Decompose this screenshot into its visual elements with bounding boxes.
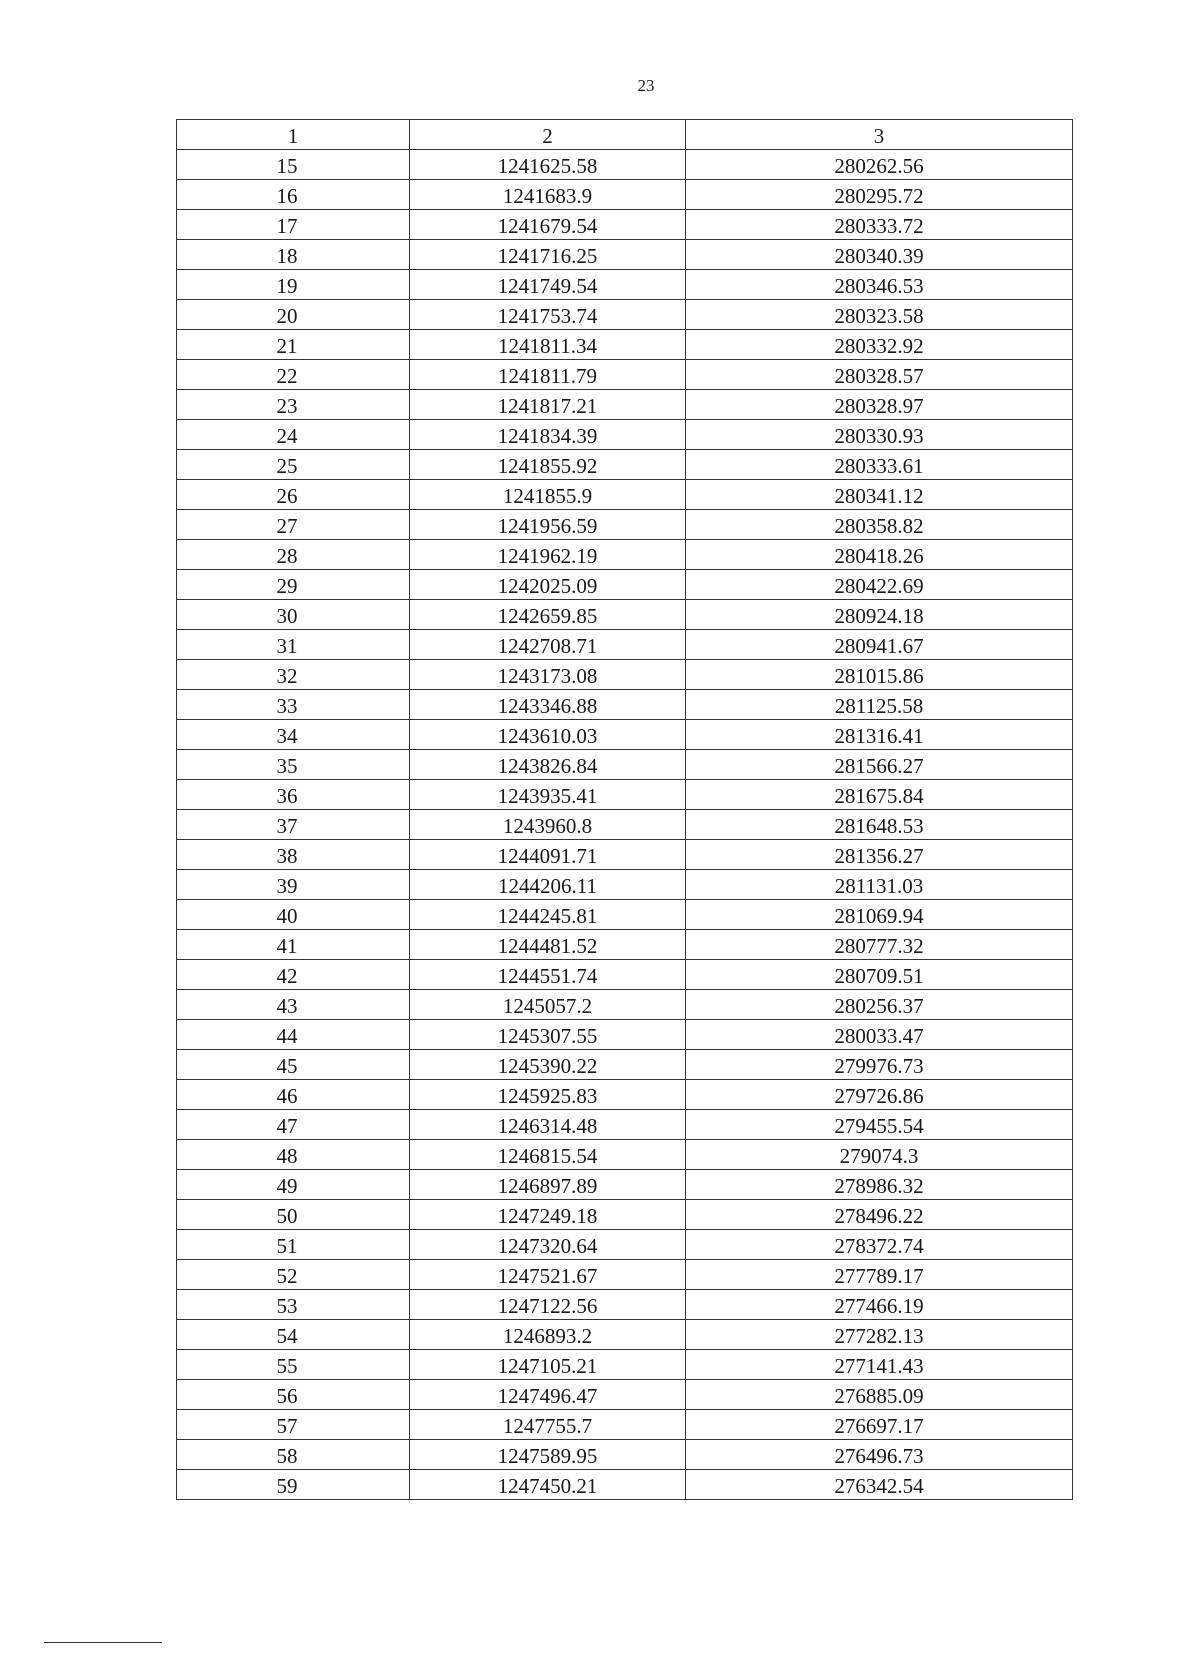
coordinate-x-cell: 1242025.09	[410, 570, 686, 600]
coordinate-y-cell: 278496.22	[686, 1200, 1073, 1230]
point-number-cell: 18	[177, 240, 410, 270]
coordinate-x-cell: 1241679.54	[410, 210, 686, 240]
point-number-cell: 21	[177, 330, 410, 360]
coordinate-y-cell: 280333.61	[686, 450, 1073, 480]
point-number-cell: 39	[177, 870, 410, 900]
coordinate-x-cell: 1241855.9	[410, 480, 686, 510]
coordinate-x-cell: 1247450.21	[410, 1470, 686, 1500]
point-number-cell: 46	[177, 1080, 410, 1110]
table-row	[177, 600, 1073, 630]
table-row	[177, 630, 1073, 660]
table-row	[177, 1410, 1073, 1440]
coordinate-y-cell: 280941.67	[686, 630, 1073, 660]
point-number-cell: 17	[177, 210, 410, 240]
coordinate-y-cell: 281566.27	[686, 750, 1073, 780]
point-number-cell: 42	[177, 960, 410, 990]
point-number-cell: 48	[177, 1140, 410, 1170]
coordinate-y-cell: 280709.51	[686, 960, 1073, 990]
table-row	[177, 1320, 1073, 1350]
point-number-cell: 34	[177, 720, 410, 750]
table-row	[177, 780, 1073, 810]
table-row	[177, 480, 1073, 510]
coordinate-x-cell: 1246314.48	[410, 1110, 686, 1140]
coordinate-y-cell: 281316.41	[686, 720, 1073, 750]
table-row	[177, 660, 1073, 690]
coordinate-y-cell: 281125.58	[686, 690, 1073, 720]
table-row	[177, 1380, 1073, 1410]
table-row	[177, 1020, 1073, 1050]
coordinate-y-cell: 281069.94	[686, 900, 1073, 930]
coordinate-x-cell: 1247105.21	[410, 1350, 686, 1380]
point-number-cell: 32	[177, 660, 410, 690]
column-header-1: 1	[177, 120, 410, 150]
point-number-cell: 19	[177, 270, 410, 300]
coordinate-x-cell: 1243935.41	[410, 780, 686, 810]
point-number-cell: 36	[177, 780, 410, 810]
table-row	[177, 210, 1073, 240]
coordinate-x-cell: 1242659.85	[410, 600, 686, 630]
table-row	[177, 1050, 1073, 1080]
table-row	[177, 1260, 1073, 1290]
coordinate-x-cell: 1247249.18	[410, 1200, 686, 1230]
coordinate-y-cell: 280323.58	[686, 300, 1073, 330]
coordinate-x-cell: 1247521.67	[410, 1260, 686, 1290]
point-number-cell: 49	[177, 1170, 410, 1200]
point-number-cell: 30	[177, 600, 410, 630]
coordinate-x-cell: 1246893.2	[410, 1320, 686, 1350]
table-row	[177, 330, 1073, 360]
coordinate-x-cell: 1244551.74	[410, 960, 686, 990]
coordinate-y-cell: 280330.93	[686, 420, 1073, 450]
coordinate-x-cell: 1246897.89	[410, 1170, 686, 1200]
table-row	[177, 360, 1073, 390]
coordinate-x-cell: 1242708.71	[410, 630, 686, 660]
coordinate-x-cell: 1243960.8	[410, 810, 686, 840]
coordinate-y-cell: 280358.82	[686, 510, 1073, 540]
table-header	[177, 120, 1073, 150]
coordinate-x-cell: 1241749.54	[410, 270, 686, 300]
table-row	[177, 720, 1073, 750]
coordinate-y-cell: 280033.47	[686, 1020, 1073, 1050]
coordinate-y-cell: 280256.37	[686, 990, 1073, 1020]
coordinate-x-cell: 1243173.08	[410, 660, 686, 690]
coordinate-x-cell: 1247496.47	[410, 1380, 686, 1410]
table-row	[177, 750, 1073, 780]
coordinate-x-cell: 1245307.55	[410, 1020, 686, 1050]
coordinate-y-cell: 280340.39	[686, 240, 1073, 270]
table-row	[177, 1110, 1073, 1140]
point-number-cell: 33	[177, 690, 410, 720]
coordinate-y-cell: 277141.43	[686, 1350, 1073, 1380]
point-number-cell: 58	[177, 1440, 410, 1470]
coordinate-x-cell: 1247320.64	[410, 1230, 686, 1260]
table-row	[177, 540, 1073, 570]
point-number-cell: 15	[177, 150, 410, 180]
coordinate-y-cell: 280328.57	[686, 360, 1073, 390]
table-body	[177, 150, 1073, 1500]
point-number-cell: 54	[177, 1320, 410, 1350]
table-row	[177, 1470, 1073, 1500]
table-row	[177, 840, 1073, 870]
table-row	[177, 960, 1073, 990]
coordinate-y-cell: 279726.86	[686, 1080, 1073, 1110]
coordinate-x-cell: 1241683.9	[410, 180, 686, 210]
coordinate-y-cell: 278986.32	[686, 1170, 1073, 1200]
coordinate-x-cell: 1246815.54	[410, 1140, 686, 1170]
table-row	[177, 900, 1073, 930]
table-row	[177, 1350, 1073, 1380]
point-number-cell: 40	[177, 900, 410, 930]
coordinate-y-cell: 280777.32	[686, 930, 1073, 960]
coordinate-y-cell: 280418.26	[686, 540, 1073, 570]
point-number-cell: 43	[177, 990, 410, 1020]
coordinates-table	[176, 119, 1073, 1500]
coordinate-y-cell: 280924.18	[686, 600, 1073, 630]
table-row	[177, 450, 1073, 480]
coordinate-x-cell: 1241716.25	[410, 240, 686, 270]
coordinate-x-cell: 1241956.59	[410, 510, 686, 540]
point-number-cell: 56	[177, 1380, 410, 1410]
coordinate-y-cell: 277789.17	[686, 1260, 1073, 1290]
coordinate-x-cell: 1245390.22	[410, 1050, 686, 1080]
coordinate-x-cell: 1243346.88	[410, 690, 686, 720]
table-row	[177, 810, 1073, 840]
point-number-cell: 22	[177, 360, 410, 390]
coordinate-x-cell: 1245057.2	[410, 990, 686, 1020]
table-row	[177, 1080, 1073, 1110]
point-number-cell: 41	[177, 930, 410, 960]
table-row	[177, 690, 1073, 720]
coordinate-x-cell: 1247589.95	[410, 1440, 686, 1470]
point-number-cell: 27	[177, 510, 410, 540]
coordinate-y-cell: 280332.92	[686, 330, 1073, 360]
coordinate-y-cell: 280262.56	[686, 150, 1073, 180]
coordinate-x-cell: 1244245.81	[410, 900, 686, 930]
table-row	[177, 930, 1073, 960]
table-row	[177, 1140, 1073, 1170]
point-number-cell: 59	[177, 1470, 410, 1500]
coordinate-y-cell: 276697.17	[686, 1410, 1073, 1440]
table-row	[177, 150, 1073, 180]
coordinate-y-cell: 280295.72	[686, 180, 1073, 210]
point-number-cell: 26	[177, 480, 410, 510]
footnote-rule	[44, 1642, 162, 1643]
coordinate-y-cell: 279455.54	[686, 1110, 1073, 1140]
page-number: 23	[637, 76, 655, 95]
coordinate-x-cell: 1241811.34	[410, 330, 686, 360]
table-row	[177, 300, 1073, 330]
coordinate-x-cell: 1244206.11	[410, 870, 686, 900]
coordinate-x-cell: 1243610.03	[410, 720, 686, 750]
point-number-cell: 44	[177, 1020, 410, 1050]
coordinate-x-cell: 1247122.56	[410, 1290, 686, 1320]
table-row	[177, 240, 1073, 270]
coordinate-x-cell: 1241753.74	[410, 300, 686, 330]
coordinate-y-cell: 280328.97	[686, 390, 1073, 420]
coordinate-x-cell: 1247755.7	[410, 1410, 686, 1440]
point-number-cell: 50	[177, 1200, 410, 1230]
coordinate-x-cell: 1241855.92	[410, 450, 686, 480]
coordinate-y-cell: 281356.27	[686, 840, 1073, 870]
point-number-cell: 52	[177, 1260, 410, 1290]
point-number-cell: 38	[177, 840, 410, 870]
table-row	[177, 180, 1073, 210]
coordinate-y-cell: 276496.73	[686, 1440, 1073, 1470]
coordinate-y-cell: 276885.09	[686, 1380, 1073, 1410]
point-number-cell: 47	[177, 1110, 410, 1140]
coordinate-y-cell: 279976.73	[686, 1050, 1073, 1080]
point-number-cell: 57	[177, 1410, 410, 1440]
coordinate-x-cell: 1244091.71	[410, 840, 686, 870]
table-row	[177, 1200, 1073, 1230]
coordinate-x-cell: 1244481.52	[410, 930, 686, 960]
point-number-cell: 29	[177, 570, 410, 600]
coordinate-y-cell: 276342.54	[686, 1470, 1073, 1500]
coordinate-y-cell: 281131.03	[686, 870, 1073, 900]
table-row	[177, 1170, 1073, 1200]
table-row	[177, 870, 1073, 900]
point-number-cell: 25	[177, 450, 410, 480]
coordinate-y-cell: 280341.12	[686, 480, 1073, 510]
point-number-cell: 35	[177, 750, 410, 780]
coordinate-x-cell: 1241625.58	[410, 150, 686, 180]
point-number-cell: 28	[177, 540, 410, 570]
coordinate-x-cell: 1243826.84	[410, 750, 686, 780]
coordinate-x-cell: 1241834.39	[410, 420, 686, 450]
table-header-row	[177, 120, 1073, 150]
point-number-cell: 24	[177, 420, 410, 450]
coordinate-x-cell: 1241811.79	[410, 360, 686, 390]
table-row	[177, 1290, 1073, 1320]
table-row	[177, 990, 1073, 1020]
column-header-3: 3	[686, 120, 1073, 150]
coordinate-y-cell: 278372.74	[686, 1230, 1073, 1260]
table-row	[177, 1440, 1073, 1470]
table-row	[177, 1230, 1073, 1260]
coordinate-x-cell: 1241962.19	[410, 540, 686, 570]
coordinate-y-cell: 280333.72	[686, 210, 1073, 240]
column-header-2: 2	[410, 120, 686, 150]
table-row	[177, 510, 1073, 540]
coordinate-y-cell: 277466.19	[686, 1290, 1073, 1320]
coordinate-y-cell: 281675.84	[686, 780, 1073, 810]
point-number-cell: 37	[177, 810, 410, 840]
point-number-cell: 55	[177, 1350, 410, 1380]
point-number-cell: 45	[177, 1050, 410, 1080]
point-number-cell: 16	[177, 180, 410, 210]
coordinate-x-cell: 1241817.21	[410, 390, 686, 420]
coordinate-y-cell: 280422.69	[686, 570, 1073, 600]
point-number-cell: 53	[177, 1290, 410, 1320]
table-row	[177, 420, 1073, 450]
point-number-cell: 20	[177, 300, 410, 330]
coordinate-y-cell: 281015.86	[686, 660, 1073, 690]
table-row	[177, 390, 1073, 420]
point-number-cell: 51	[177, 1230, 410, 1260]
coordinate-x-cell: 1245925.83	[410, 1080, 686, 1110]
table-row	[177, 570, 1073, 600]
coordinate-y-cell: 279074.3	[686, 1140, 1073, 1170]
table-row	[177, 270, 1073, 300]
point-number-cell: 31	[177, 630, 410, 660]
coordinate-y-cell: 281648.53	[686, 810, 1073, 840]
point-number-cell: 23	[177, 390, 410, 420]
coordinate-y-cell: 280346.53	[686, 270, 1073, 300]
coordinate-y-cell: 277282.13	[686, 1320, 1073, 1350]
